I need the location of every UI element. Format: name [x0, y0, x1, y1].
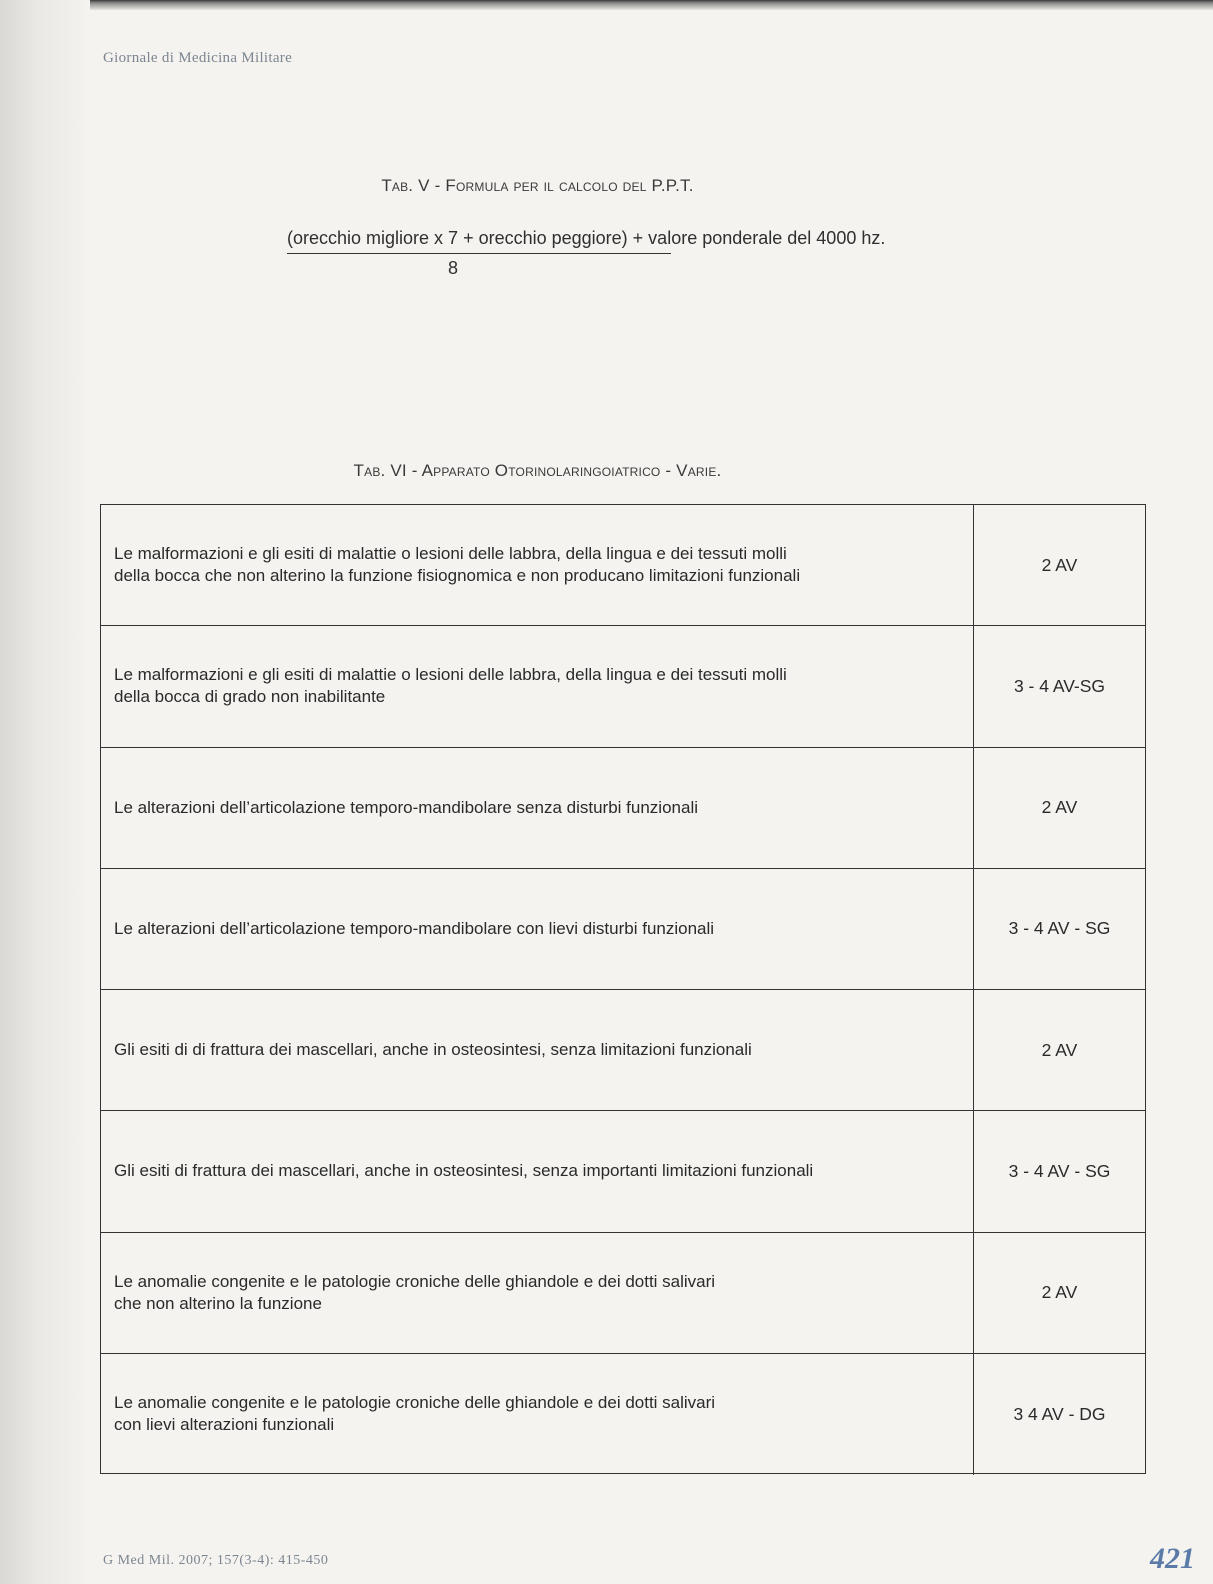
row-description: [101, 626, 974, 746]
row-code: 2 AV: [1041, 1039, 1078, 1060]
table-5-title: Tab. V - Formula per il calcolo del P.P.T.: [381, 176, 694, 195]
description-line: Le alterazioni dell’articolazione temporo-mandibolare senza disturbi funzionali: [114, 797, 698, 817]
row-code: 2 AV: [1041, 797, 1078, 818]
row-code: 3 4 AV - DG: [1013, 1403, 1106, 1424]
page-number: 421: [1150, 1542, 1195, 1575]
table-row: [101, 626, 1145, 747]
row-description: [101, 990, 974, 1110]
table-row: [101, 748, 1145, 869]
description-line: con lievi alterazioni funzionali: [114, 1415, 335, 1435]
table-row: [101, 1233, 1145, 1354]
row-description: [101, 748, 974, 868]
description-line: che non alterino la funzione: [114, 1293, 322, 1313]
description-line: Gli esiti di di frattura dei mascellari, anche in osteosintesi, senza limitazioni funzionali: [114, 1040, 752, 1060]
classification-table: [100, 504, 1146, 1474]
running-head: Giornale di Medicina Militare: [103, 50, 293, 66]
description-line: Le anomalie congenite e le patologie croniche delle ghiandole e dei dotti salivari: [114, 1271, 716, 1291]
row-code: 3 - 4 AV - SG: [1008, 918, 1111, 939]
fraction-bar: [287, 253, 671, 254]
description-line: Le malformazioni e gli esiti di malattie o lesioni delle labbra, della lingua e dei tessuti molli: [114, 544, 787, 564]
row-code: 2 AV: [1041, 1282, 1078, 1303]
row-code: 2 AV: [1041, 554, 1078, 575]
table-row: [101, 990, 1145, 1111]
table-row: [101, 1354, 1145, 1475]
row-description: [101, 1111, 974, 1231]
binding-shadow: [0, 0, 90, 1584]
table-row: [101, 505, 1145, 626]
description-line: Le anomalie congenite e le patologie croniche delle ghiandole e dei dotti salivari: [114, 1393, 716, 1413]
footer-citation: G Med Mil. 2007; 157(3-4): 415-450: [103, 1553, 329, 1568]
row-code: 3 - 4 AV - SG: [1008, 1160, 1111, 1181]
page-edge-shadow: [0, 0, 1213, 10]
row-code: 3 - 4 AV-SG: [1013, 675, 1106, 696]
table-row: [101, 869, 1145, 990]
row-description: [101, 1354, 974, 1475]
description-line: Le malformazioni e gli esiti di malattie o lesioni delle labbra, della lingua e dei tessuti molli: [114, 665, 787, 685]
row-description: [101, 1233, 974, 1353]
description-line: Gli esiti di frattura dei mascellari, anche in osteosintesi, senza importanti limitazioni funzionali: [114, 1161, 814, 1181]
description-line: della bocca che non alterino la funzione fisiognomica e non producano limitazioni funzionali: [114, 566, 801, 586]
description-line: Le alterazioni dell’articolazione temporo-mandibolare con lievi disturbi funzionali: [114, 918, 715, 938]
table-6-title: Tab. VI - Apparato Otorinolaringoiatrico - Varie.: [353, 461, 722, 480]
row-description: [101, 505, 974, 625]
table-row: [101, 1111, 1145, 1232]
formula-denominator: 8: [448, 258, 459, 278]
formula-numerator: (orecchio migliore x 7 + orecchio peggiore) + valore ponderale del 4000 hz.: [287, 228, 886, 248]
description-line: della bocca di grado non inabilitante: [114, 687, 386, 707]
row-description: [101, 869, 974, 989]
